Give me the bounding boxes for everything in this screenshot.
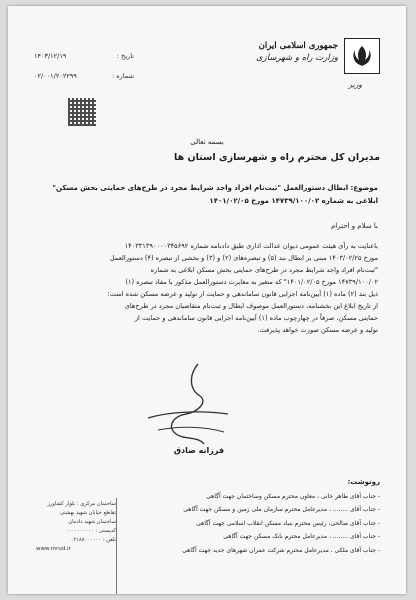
- letter-meta: [34, 46, 134, 86]
- footer-address: [36, 500, 116, 554]
- footer-line: ساختمان مرکزی : بلوار کشاورز: [47, 501, 116, 507]
- date-row: [34, 46, 134, 66]
- addressee: مدیران کل محترم راه و شهرسازی استان ها: [174, 152, 380, 163]
- qr-code-icon: [68, 98, 96, 126]
- number-row: [34, 66, 134, 86]
- cc-title: رونوشت:: [347, 478, 380, 486]
- body-line: ۱۴۷۳۹/۱۰۰/۰۲ مورخ ۱۴۰۱/۰۲/۰۵" که متغیر به مغایرت دستورالعمل مذکور با مفاد تبصره (۱): [125, 278, 378, 286]
- cc-list: [128, 476, 380, 557]
- body-line: از تاریخ ابلاغ این بخشنامه، دستورالعمل موصوف ابطال و ثبت‌نام متقاضیان مجرد در طرح‌های: [124, 302, 378, 310]
- iran-emblem-icon: [344, 38, 380, 74]
- date-label: تاریخ :: [116, 52, 134, 60]
- org-line-1: جمهوری اسلامی ایران: [258, 41, 338, 51]
- body-line: حمایتی مسکن، صرفاً در چهارچوب ماده (۱) آیین‌نامه اجرایی قانون ساماندهی و حمایت از: [134, 314, 378, 322]
- date-value: ۱۴۰۳/۱۲/۱۹: [34, 52, 67, 60]
- letter-body: [32, 240, 378, 336]
- cc-item: - جناب آقای صالحی، رئیس محترم بنیاد مسکن انقلاب اسلامی جهت آگاهی: [196, 519, 380, 527]
- number-label: شماره :: [112, 72, 134, 80]
- basmala: بسمه تعالی: [190, 138, 224, 146]
- footer-line: تقاطع خیابان شهید بهشتی: [59, 510, 116, 516]
- body-line: مورخ ۱۴۰۳/۰۲/۲۵ مبنی بر ابطال بند (۵) و تبصره‌های (۲) و (۳) و بخشی از تبصره (۴) دستورالعمل: [109, 254, 378, 262]
- body-line: ذیل بند (۲) ماده (۱) آیین‌نامه اجرایی قانون ساماندهی و حمایت از تولید و عرضه مسکن شده است؛: [107, 290, 378, 298]
- cc-item: - جناب آقای ........ ، مدیرعامل محترم سازمان ملی زمین و مسکن جهت آگاهی: [183, 506, 380, 513]
- cc-item: - جناب آقای ملکی ، مدیرعامل محترم شرکت عمران شهرهای جدید جهت آگاهی: [182, 546, 380, 554]
- number-value: ۰۲/۰۰۱/۲۰۲۲۹۹: [34, 72, 77, 80]
- body-line: باعنایت به رأی هیئت عمومی دیوان عدالت اداری طبق دادنامه شماره ۱۴۰۳۳۱۳۹۰۰۰۰۳۴۵۶۹۲: [124, 242, 378, 250]
- footer-line: ساختمان شهید دادمان: [68, 519, 116, 525]
- cc-item: - جناب آقای ........ ، مدیرعامل محترم بانک مسکن جهت آگاهی: [223, 533, 380, 540]
- footer-line: کدپستی : ۰۰۰۰۰۰۰۰۰۰: [65, 528, 116, 534]
- handwritten-signature: [128, 356, 248, 456]
- cc-item: - جناب آقای طاهر خانی ، معاون محترم مسکن وساختمان جهت آگاهی: [206, 492, 380, 500]
- letter-sheet: [8, 6, 406, 594]
- body-line: تولید و عرضه مسکن صورت خواهد پذیرفت.: [257, 326, 378, 334]
- footer-website-link[interactable]: www.mrud.ir: [36, 546, 71, 552]
- org-line-2: وزارت راه و شهرسازی: [255, 53, 338, 63]
- footer-divider: [116, 498, 117, 594]
- minister-label: وزیر: [348, 80, 362, 89]
- footer-line: تلفن : ۰۲۱۸۸۰۰۰۰۰۰: [70, 537, 116, 543]
- salutation: با سلام و احترام: [330, 222, 378, 230]
- signer-name: فرزانه صادق: [173, 446, 225, 455]
- body-line: "ثبت‌نام افراد واجد شرایط مجرد در طرح‌های حمایتی بخش مسکن ابلاغی به شماره: [150, 266, 378, 274]
- subject-line: موضوع: ابطال دستورالعمل "ثبت‌نام افراد واجد شرایط مجرد در طرح‌های حمایتی بخش مسکن" ابلاغی به شماره ۱۴۷۳۹/۱۰۰/۰۲ مورخ ۱۴۰۱/۰۲/۰۵: [52, 184, 378, 205]
- ministry-heading: [228, 40, 338, 64]
